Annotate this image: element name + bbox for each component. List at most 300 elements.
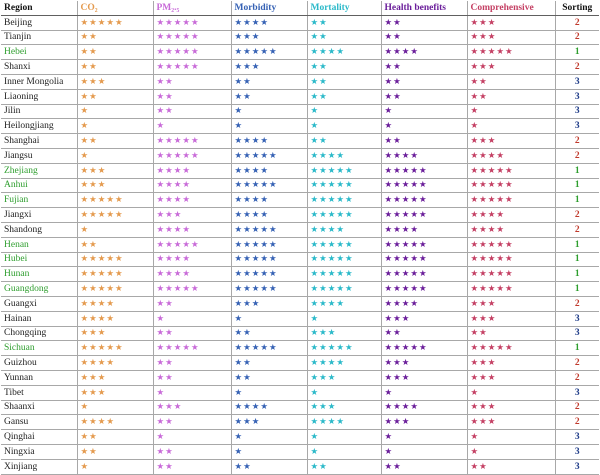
star-icon: ★ bbox=[243, 210, 252, 221]
star-icon: ★ bbox=[327, 150, 337, 161]
star-icon: ★ bbox=[401, 165, 411, 176]
comprehensive-rating-cell bbox=[467, 267, 555, 282]
star-icon: ★ bbox=[345, 210, 354, 221]
health-rating-cell bbox=[381, 356, 467, 371]
star-icon: ★ bbox=[234, 17, 244, 28]
star-icon: ★ bbox=[89, 32, 98, 43]
star-icon: ★ bbox=[345, 284, 354, 295]
star-icon: ★ bbox=[419, 195, 428, 206]
star-icon: ★ bbox=[393, 402, 402, 413]
star-icon: ★ bbox=[260, 210, 269, 221]
star-icon: ★ bbox=[310, 210, 320, 221]
star-icon: ★ bbox=[156, 313, 166, 324]
pm-rating-cell bbox=[153, 60, 231, 75]
star-icon: ★ bbox=[384, 446, 394, 457]
star-icon: ★ bbox=[80, 32, 90, 43]
mortality-rating-cell bbox=[307, 282, 381, 297]
region-cell: Guangdong bbox=[1, 282, 77, 297]
star-icon: ★ bbox=[234, 313, 244, 324]
star-icon: ★ bbox=[401, 343, 411, 354]
pm-rating-cell bbox=[153, 89, 231, 104]
comprehensive-rating-cell bbox=[467, 296, 555, 311]
comprehensive-rating-cell bbox=[467, 444, 555, 459]
table-row bbox=[1, 356, 599, 371]
star-icon: ★ bbox=[89, 76, 98, 87]
star-icon: ★ bbox=[410, 269, 419, 280]
star-icon: ★ bbox=[487, 224, 497, 235]
star-icon: ★ bbox=[80, 106, 90, 117]
pm-rating-cell bbox=[153, 134, 231, 149]
star-icon: ★ bbox=[243, 62, 252, 73]
star-icon: ★ bbox=[393, 62, 402, 73]
star-icon: ★ bbox=[310, 76, 320, 87]
star-icon: ★ bbox=[384, 136, 394, 147]
star-icon: ★ bbox=[165, 224, 174, 235]
star-icon: ★ bbox=[89, 284, 98, 295]
star-icon: ★ bbox=[310, 239, 320, 250]
star-icon: ★ bbox=[234, 372, 244, 383]
star-icon: ★ bbox=[401, 239, 411, 250]
star-icon: ★ bbox=[479, 165, 488, 176]
star-icon: ★ bbox=[410, 284, 419, 295]
star-icon: ★ bbox=[260, 195, 269, 206]
comprehensive-rating-cell bbox=[467, 341, 555, 356]
star-icon: ★ bbox=[319, 284, 328, 295]
star-icon: ★ bbox=[89, 136, 98, 147]
morbidity-rating-cell bbox=[231, 252, 307, 267]
star-icon: ★ bbox=[243, 417, 252, 428]
star-icon: ★ bbox=[470, 417, 480, 428]
header-row bbox=[1, 1, 599, 15]
star-icon: ★ bbox=[97, 269, 107, 280]
star-icon: ★ bbox=[496, 343, 505, 354]
star-icon: ★ bbox=[319, 269, 328, 280]
star-icon: ★ bbox=[487, 269, 497, 280]
mortality-rating-cell bbox=[307, 119, 381, 134]
health-rating-cell bbox=[381, 311, 467, 326]
star-icon: ★ bbox=[393, 343, 402, 354]
star-icon: ★ bbox=[401, 47, 411, 58]
star-icon: ★ bbox=[191, 284, 200, 295]
star-icon: ★ bbox=[310, 62, 320, 73]
star-icon: ★ bbox=[505, 254, 514, 265]
star-icon: ★ bbox=[80, 210, 90, 221]
star-icon: ★ bbox=[173, 62, 183, 73]
star-icon: ★ bbox=[80, 62, 90, 73]
star-icon: ★ bbox=[89, 343, 98, 354]
star-icon: ★ bbox=[479, 180, 488, 191]
star-icon: ★ bbox=[496, 150, 505, 161]
morbidity-rating-cell bbox=[231, 415, 307, 430]
star-icon: ★ bbox=[234, 62, 244, 73]
star-icon: ★ bbox=[89, 210, 98, 221]
sorting-cell: 1 bbox=[555, 237, 599, 252]
region-cell: Jiangxi bbox=[1, 208, 77, 223]
star-icon: ★ bbox=[393, 269, 402, 280]
star-icon: ★ bbox=[419, 269, 428, 280]
mortality-rating-cell bbox=[307, 163, 381, 178]
star-icon: ★ bbox=[479, 17, 488, 28]
star-icon: ★ bbox=[384, 343, 394, 354]
star-icon: ★ bbox=[384, 239, 394, 250]
comprehensive-rating-cell bbox=[467, 370, 555, 385]
sorting-cell: 2 bbox=[555, 148, 599, 163]
star-icon: ★ bbox=[115, 343, 124, 354]
star-icon: ★ bbox=[243, 343, 252, 354]
star-icon: ★ bbox=[80, 136, 90, 147]
star-icon: ★ bbox=[173, 47, 183, 58]
star-icon: ★ bbox=[496, 284, 505, 295]
star-icon: ★ bbox=[156, 210, 166, 221]
sorting-cell: 1 bbox=[555, 193, 599, 208]
co2-rating-cell bbox=[77, 296, 153, 311]
sorting-cell: 2 bbox=[555, 370, 599, 385]
star-icon: ★ bbox=[156, 195, 166, 206]
star-icon: ★ bbox=[393, 254, 402, 265]
star-icon: ★ bbox=[173, 343, 183, 354]
star-icon: ★ bbox=[165, 62, 174, 73]
sorting-cell: 1 bbox=[555, 178, 599, 193]
table-row bbox=[1, 30, 599, 45]
sorting-cell: 3 bbox=[555, 326, 599, 341]
mortality-rating-cell bbox=[307, 252, 381, 267]
star-icon: ★ bbox=[384, 372, 394, 383]
star-icon: ★ bbox=[393, 417, 402, 428]
star-icon: ★ bbox=[251, 269, 261, 280]
star-icon: ★ bbox=[479, 358, 488, 369]
star-icon: ★ bbox=[243, 269, 252, 280]
co2-rating-cell bbox=[77, 222, 153, 237]
star-icon: ★ bbox=[310, 106, 320, 117]
star-icon: ★ bbox=[384, 76, 394, 87]
star-icon: ★ bbox=[393, 239, 402, 250]
co2-rating-cell bbox=[77, 400, 153, 415]
sorting-cell: 3 bbox=[555, 311, 599, 326]
table-body bbox=[1, 15, 599, 474]
star-icon: ★ bbox=[106, 210, 115, 221]
mortality-rating-cell bbox=[307, 30, 381, 45]
star-icon: ★ bbox=[410, 195, 419, 206]
mortality-rating-cell bbox=[307, 178, 381, 193]
health-rating-cell bbox=[381, 237, 467, 252]
star-icon: ★ bbox=[165, 165, 174, 176]
morbidity-rating-cell bbox=[231, 104, 307, 119]
table-row bbox=[1, 430, 599, 445]
region-cell: Jiangsu bbox=[1, 148, 77, 163]
star-icon: ★ bbox=[234, 150, 244, 161]
star-icon: ★ bbox=[384, 210, 394, 221]
star-icon: ★ bbox=[182, 195, 191, 206]
star-icon: ★ bbox=[393, 461, 402, 472]
star-icon: ★ bbox=[319, 165, 328, 176]
star-icon: ★ bbox=[89, 313, 98, 324]
star-icon: ★ bbox=[89, 17, 98, 28]
star-icon: ★ bbox=[479, 239, 488, 250]
star-icon: ★ bbox=[243, 254, 252, 265]
morbidity-rating-cell bbox=[231, 148, 307, 163]
star-icon: ★ bbox=[393, 165, 402, 176]
comprehensive-rating-cell bbox=[467, 326, 555, 341]
star-icon: ★ bbox=[319, 32, 328, 43]
star-icon: ★ bbox=[165, 402, 174, 413]
star-icon: ★ bbox=[251, 210, 261, 221]
health-rating-cell bbox=[381, 459, 467, 474]
star-icon: ★ bbox=[165, 239, 174, 250]
star-icon: ★ bbox=[319, 254, 328, 265]
rating-table-page bbox=[0, 1, 600, 472]
co2-rating-cell bbox=[77, 60, 153, 75]
region-cell: Chongqing bbox=[1, 326, 77, 341]
star-icon: ★ bbox=[479, 254, 488, 265]
co2-rating-cell bbox=[77, 30, 153, 45]
table-row bbox=[1, 74, 599, 89]
star-icon: ★ bbox=[336, 239, 345, 250]
pm-rating-cell bbox=[153, 282, 231, 297]
co2-rating-cell bbox=[77, 104, 153, 119]
morbidity-rating-cell bbox=[231, 222, 307, 237]
co2-rating-cell bbox=[77, 15, 153, 30]
star-icon: ★ bbox=[310, 32, 320, 43]
region-cell: Ningxia bbox=[1, 444, 77, 459]
co2-rating-cell bbox=[77, 178, 153, 193]
star-icon: ★ bbox=[319, 372, 328, 383]
star-icon: ★ bbox=[470, 195, 480, 206]
star-icon: ★ bbox=[182, 254, 191, 265]
star-icon: ★ bbox=[336, 165, 345, 176]
star-icon: ★ bbox=[234, 165, 244, 176]
star-icon: ★ bbox=[234, 47, 244, 58]
star-icon: ★ bbox=[234, 269, 244, 280]
region-cell: Hebei bbox=[1, 45, 77, 60]
star-icon: ★ bbox=[80, 358, 90, 369]
star-icon: ★ bbox=[479, 269, 488, 280]
star-icon: ★ bbox=[251, 180, 261, 191]
star-icon: ★ bbox=[165, 32, 174, 43]
header-health-benefits: Health benefits bbox=[381, 1, 467, 15]
star-icon: ★ bbox=[487, 150, 497, 161]
star-icon: ★ bbox=[165, 417, 174, 428]
star-icon: ★ bbox=[384, 17, 394, 28]
star-icon: ★ bbox=[156, 47, 166, 58]
star-icon: ★ bbox=[393, 136, 402, 147]
star-icon: ★ bbox=[410, 210, 419, 221]
comprehensive-rating-cell bbox=[467, 178, 555, 193]
star-icon: ★ bbox=[106, 417, 115, 428]
star-icon: ★ bbox=[156, 387, 166, 398]
star-icon: ★ bbox=[234, 195, 244, 206]
star-icon: ★ bbox=[384, 106, 394, 117]
star-icon: ★ bbox=[251, 417, 261, 428]
star-icon: ★ bbox=[243, 461, 252, 472]
comprehensive-rating-cell bbox=[467, 356, 555, 371]
co2-rating-cell bbox=[77, 193, 153, 208]
star-icon: ★ bbox=[89, 372, 98, 383]
morbidity-rating-cell bbox=[231, 282, 307, 297]
star-icon: ★ bbox=[487, 284, 497, 295]
star-icon: ★ bbox=[156, 328, 166, 339]
region-cell: Shaanxi bbox=[1, 400, 77, 415]
star-icon: ★ bbox=[496, 165, 505, 176]
star-icon: ★ bbox=[191, 32, 200, 43]
star-icon: ★ bbox=[182, 284, 191, 295]
morbidity-rating-cell bbox=[231, 134, 307, 149]
star-icon: ★ bbox=[191, 239, 200, 250]
sorting-cell: 1 bbox=[555, 163, 599, 178]
sorting-cell: 2 bbox=[555, 400, 599, 415]
star-icon: ★ bbox=[470, 402, 480, 413]
star-icon: ★ bbox=[173, 269, 183, 280]
star-icon: ★ bbox=[97, 358, 107, 369]
region-cell: Anhui bbox=[1, 178, 77, 193]
health-rating-cell bbox=[381, 119, 467, 134]
star-icon: ★ bbox=[173, 284, 183, 295]
star-icon: ★ bbox=[487, 62, 497, 73]
star-icon: ★ bbox=[165, 150, 174, 161]
star-icon: ★ bbox=[470, 47, 480, 58]
star-icon: ★ bbox=[106, 343, 115, 354]
table-header bbox=[1, 1, 599, 15]
star-icon: ★ bbox=[234, 180, 244, 191]
star-icon: ★ bbox=[97, 17, 107, 28]
co2-rating-cell bbox=[77, 430, 153, 445]
region-cell: Inner Mongolia bbox=[1, 74, 77, 89]
star-icon: ★ bbox=[410, 165, 419, 176]
sorting-cell: 3 bbox=[555, 89, 599, 104]
star-icon: ★ bbox=[419, 254, 428, 265]
star-icon: ★ bbox=[269, 150, 278, 161]
star-icon: ★ bbox=[401, 358, 411, 369]
pm-rating-cell bbox=[153, 341, 231, 356]
mortality-rating-cell bbox=[307, 311, 381, 326]
star-icon: ★ bbox=[336, 195, 345, 206]
star-icon: ★ bbox=[156, 461, 166, 472]
region-cell: Hubei bbox=[1, 252, 77, 267]
region-cell: Guangxi bbox=[1, 296, 77, 311]
star-icon: ★ bbox=[165, 269, 174, 280]
star-icon: ★ bbox=[251, 165, 261, 176]
star-icon: ★ bbox=[234, 121, 244, 132]
star-icon: ★ bbox=[165, 47, 174, 58]
star-icon: ★ bbox=[479, 136, 488, 147]
star-icon: ★ bbox=[234, 76, 244, 87]
star-icon: ★ bbox=[191, 150, 200, 161]
star-icon: ★ bbox=[393, 328, 402, 339]
star-icon: ★ bbox=[327, 372, 337, 383]
star-icon: ★ bbox=[393, 358, 402, 369]
star-icon: ★ bbox=[479, 224, 488, 235]
star-icon: ★ bbox=[106, 313, 115, 324]
star-icon: ★ bbox=[470, 446, 480, 457]
star-icon: ★ bbox=[496, 180, 505, 191]
pm-rating-cell bbox=[153, 15, 231, 30]
star-icon: ★ bbox=[243, 165, 252, 176]
star-icon: ★ bbox=[384, 165, 394, 176]
star-icon: ★ bbox=[251, 224, 261, 235]
sorting-cell: 2 bbox=[555, 415, 599, 430]
sorting-cell: 2 bbox=[555, 30, 599, 45]
star-icon: ★ bbox=[505, 165, 514, 176]
pm-rating-cell bbox=[153, 311, 231, 326]
star-icon: ★ bbox=[319, 136, 328, 147]
mortality-rating-cell bbox=[307, 459, 381, 474]
star-icon: ★ bbox=[401, 313, 411, 324]
mortality-rating-cell bbox=[307, 341, 381, 356]
star-icon: ★ bbox=[310, 254, 320, 265]
star-icon: ★ bbox=[470, 239, 480, 250]
star-icon: ★ bbox=[327, 284, 337, 295]
header-pm25: PM₂.₅ bbox=[153, 1, 231, 15]
star-icon: ★ bbox=[260, 269, 269, 280]
star-icon: ★ bbox=[384, 195, 394, 206]
star-icon: ★ bbox=[310, 461, 320, 472]
star-icon: ★ bbox=[156, 150, 166, 161]
star-icon: ★ bbox=[80, 446, 90, 457]
health-rating-cell bbox=[381, 178, 467, 193]
star-icon: ★ bbox=[327, 298, 337, 309]
star-icon: ★ bbox=[384, 180, 394, 191]
star-icon: ★ bbox=[401, 298, 411, 309]
star-icon: ★ bbox=[401, 269, 411, 280]
star-icon: ★ bbox=[393, 298, 402, 309]
star-icon: ★ bbox=[234, 328, 244, 339]
star-icon: ★ bbox=[310, 358, 320, 369]
health-rating-cell bbox=[381, 430, 467, 445]
comprehensive-rating-cell bbox=[467, 385, 555, 400]
star-icon: ★ bbox=[384, 387, 394, 398]
table-row bbox=[1, 15, 599, 30]
star-icon: ★ bbox=[487, 343, 497, 354]
star-icon: ★ bbox=[251, 195, 261, 206]
star-icon: ★ bbox=[336, 298, 345, 309]
star-icon: ★ bbox=[97, 254, 107, 265]
star-icon: ★ bbox=[487, 165, 497, 176]
mortality-rating-cell bbox=[307, 370, 381, 385]
star-icon: ★ bbox=[496, 195, 505, 206]
star-icon: ★ bbox=[310, 284, 320, 295]
comprehensive-rating-cell bbox=[467, 237, 555, 252]
star-icon: ★ bbox=[234, 358, 244, 369]
star-icon: ★ bbox=[310, 47, 320, 58]
star-icon: ★ bbox=[327, 417, 337, 428]
star-icon: ★ bbox=[384, 269, 394, 280]
star-icon: ★ bbox=[336, 47, 345, 58]
health-rating-cell bbox=[381, 415, 467, 430]
star-icon: ★ bbox=[410, 150, 419, 161]
co2-rating-cell bbox=[77, 311, 153, 326]
star-icon: ★ bbox=[319, 461, 328, 472]
star-icon: ★ bbox=[173, 195, 183, 206]
star-icon: ★ bbox=[310, 328, 320, 339]
table-row bbox=[1, 208, 599, 223]
star-icon: ★ bbox=[327, 210, 337, 221]
star-icon: ★ bbox=[327, 254, 337, 265]
star-icon: ★ bbox=[327, 269, 337, 280]
star-icon: ★ bbox=[345, 239, 354, 250]
star-icon: ★ bbox=[97, 284, 107, 295]
star-icon: ★ bbox=[479, 372, 488, 383]
star-icon: ★ bbox=[269, 180, 278, 191]
star-icon: ★ bbox=[410, 254, 419, 265]
star-icon: ★ bbox=[243, 17, 252, 28]
star-icon: ★ bbox=[173, 17, 183, 28]
health-rating-cell bbox=[381, 341, 467, 356]
star-icon: ★ bbox=[479, 284, 488, 295]
morbidity-rating-cell bbox=[231, 356, 307, 371]
pm-rating-cell bbox=[153, 237, 231, 252]
star-icon: ★ bbox=[156, 254, 166, 265]
mortality-rating-cell bbox=[307, 415, 381, 430]
star-icon: ★ bbox=[173, 32, 183, 43]
